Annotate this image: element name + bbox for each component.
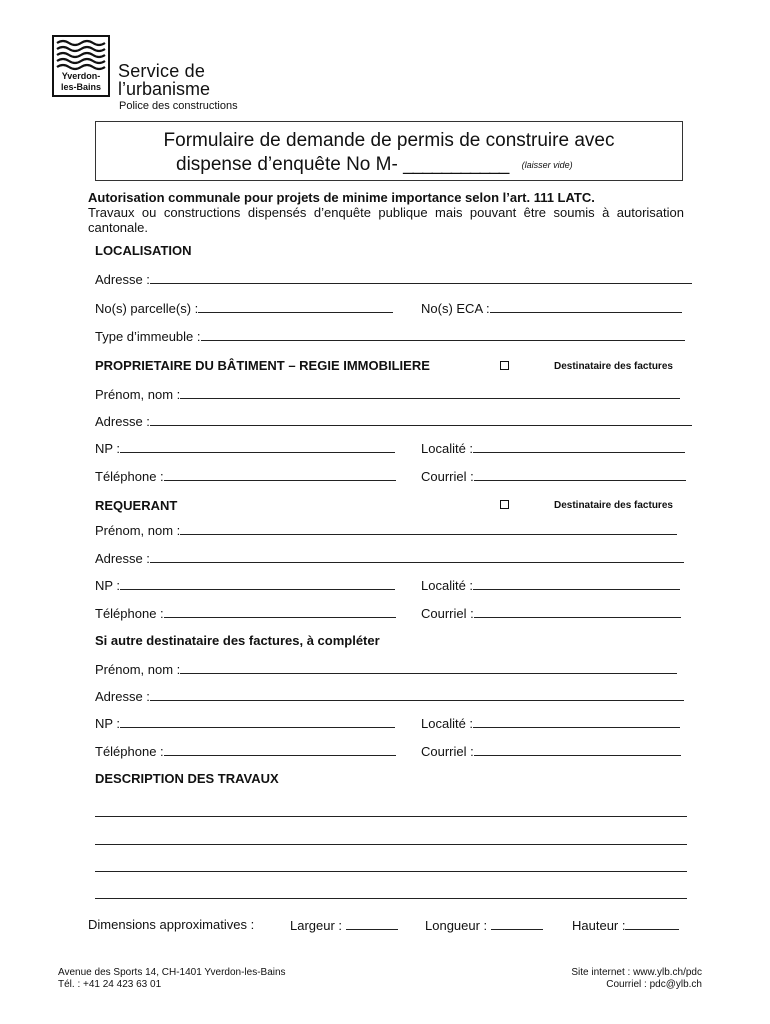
field-req-localite[interactable] xyxy=(421,577,696,593)
field-req-courriel[interactable] xyxy=(421,605,696,621)
section-description: DESCRIPTION DES TRAVAUX xyxy=(95,771,279,786)
field-autre-prenom[interactable] xyxy=(95,661,695,677)
service-line1: Service de xyxy=(118,61,206,81)
service-sub: Police des constructions xyxy=(119,100,238,112)
intro-text: Travaux ou constructions dispensés d’enquête publique mais pouvant être soumis à autorisation cantonale. xyxy=(88,205,684,235)
service-line2: l’urbanisme xyxy=(118,79,211,99)
label: Type d’immeuble : xyxy=(95,329,201,344)
footer-site[interactable]: Site internet : www.ylb.ch/pdc xyxy=(571,967,702,978)
field-req-telephone[interactable] xyxy=(95,605,405,621)
logo-text xyxy=(54,70,108,95)
field-req-adresse[interactable] xyxy=(95,550,695,566)
label: Localité : xyxy=(421,578,474,593)
field-loc-adresse[interactable] xyxy=(95,271,695,287)
field-prop-adresse[interactable] xyxy=(95,413,695,429)
field-autre-telephone[interactable] xyxy=(95,743,405,759)
title-hint: (laisser vide) xyxy=(521,160,573,170)
title-number-blank[interactable]: ___________ xyxy=(403,154,509,175)
label: Téléphone : xyxy=(95,469,164,484)
section-proprietaire: PROPRIETAIRE DU BÂTIMENT – REGIE IMMOBILIERE xyxy=(95,358,430,373)
field-loc-parcelle[interactable] xyxy=(95,300,410,316)
field-loc-eca[interactable] xyxy=(421,300,696,316)
label: Prénom, nom : xyxy=(95,662,181,677)
field-autre-localite[interactable] xyxy=(421,715,696,731)
label: Localité : xyxy=(421,716,474,731)
field-prop-courriel[interactable] xyxy=(421,468,696,484)
logo-line1: Yverdon- xyxy=(61,71,101,81)
description-line-3[interactable] xyxy=(95,871,687,872)
label: Téléphone : xyxy=(95,744,164,759)
intro-bold: Autorisation communale pour projets de minime importance selon l’art. 111 LATC. xyxy=(88,190,595,205)
field-loc-type[interactable] xyxy=(95,328,695,344)
field-req-prenom[interactable] xyxy=(95,522,695,538)
label: Courriel : xyxy=(421,606,474,621)
footer-courriel[interactable]: Courriel : pdc@ylb.ch xyxy=(606,979,702,990)
label: Largeur : xyxy=(290,918,343,933)
section-localisation: LOCALISATION xyxy=(95,243,192,258)
field-prop-prenom[interactable] xyxy=(95,386,695,402)
section-requerant: REQUERANT xyxy=(95,498,178,513)
field-prop-np[interactable] xyxy=(95,440,405,456)
description-line-2[interactable] xyxy=(95,844,687,845)
label: Prénom, nom : xyxy=(95,523,181,538)
footer-tel: Tél. : +41 24 423 63 01 xyxy=(58,979,162,990)
field-req-np[interactable] xyxy=(95,577,405,593)
label: No(s) ECA : xyxy=(421,301,490,316)
label: No(s) parcelle(s) : xyxy=(95,301,199,316)
description-line-4[interactable] xyxy=(95,898,687,899)
logo-line2: les-Bains xyxy=(60,82,102,92)
description-line-1[interactable] xyxy=(95,816,687,817)
label: NP : xyxy=(95,578,121,593)
waves-icon xyxy=(56,39,108,71)
form-title-line2 xyxy=(176,154,573,176)
label-dest-requerant: Destinataire des factures xyxy=(554,500,673,511)
field-prop-telephone[interactable] xyxy=(95,468,405,484)
label: NP : xyxy=(95,441,121,456)
label: Adresse : xyxy=(95,689,150,704)
form-title-line1: Formulaire de demande de permis de construire avec xyxy=(163,130,615,151)
label: Courriel : xyxy=(421,469,474,484)
label: Adresse : xyxy=(95,551,150,566)
field-hauteur[interactable] xyxy=(572,917,690,933)
field-prop-localite[interactable] xyxy=(421,440,696,456)
field-autre-courriel[interactable] xyxy=(421,743,696,759)
label: Localité : xyxy=(421,441,474,456)
label: Adresse : xyxy=(95,414,150,429)
city-logo xyxy=(52,35,110,97)
checkbox-proprietaire-factures[interactable] xyxy=(500,361,509,370)
label: Prénom, nom : xyxy=(95,387,181,402)
label: Longueur : xyxy=(425,918,488,933)
field-autre-np[interactable] xyxy=(95,715,405,731)
label: Adresse : xyxy=(95,272,150,287)
title-box xyxy=(95,121,683,181)
title-number-label: dispense d’enquête No M- xyxy=(176,154,398,175)
field-autre-adresse[interactable] xyxy=(95,688,695,704)
field-longueur[interactable] xyxy=(425,917,555,933)
footer-address: Avenue des Sports 14, CH-1401 Yverdon-les-Bains xyxy=(58,967,286,978)
label: Courriel : xyxy=(421,744,474,759)
dimensions-label: Dimensions approximatives : xyxy=(88,917,255,932)
label: Téléphone : xyxy=(95,606,164,621)
label: NP : xyxy=(95,716,121,731)
section-autre-destinataire: Si autre destinataire des factures, à compléter xyxy=(95,633,380,648)
checkbox-requerant-factures[interactable] xyxy=(500,500,509,509)
label: Hauteur : xyxy=(572,918,626,933)
label-dest-proprietaire: Destinataire des factures xyxy=(554,361,673,372)
field-largeur[interactable] xyxy=(290,917,410,933)
